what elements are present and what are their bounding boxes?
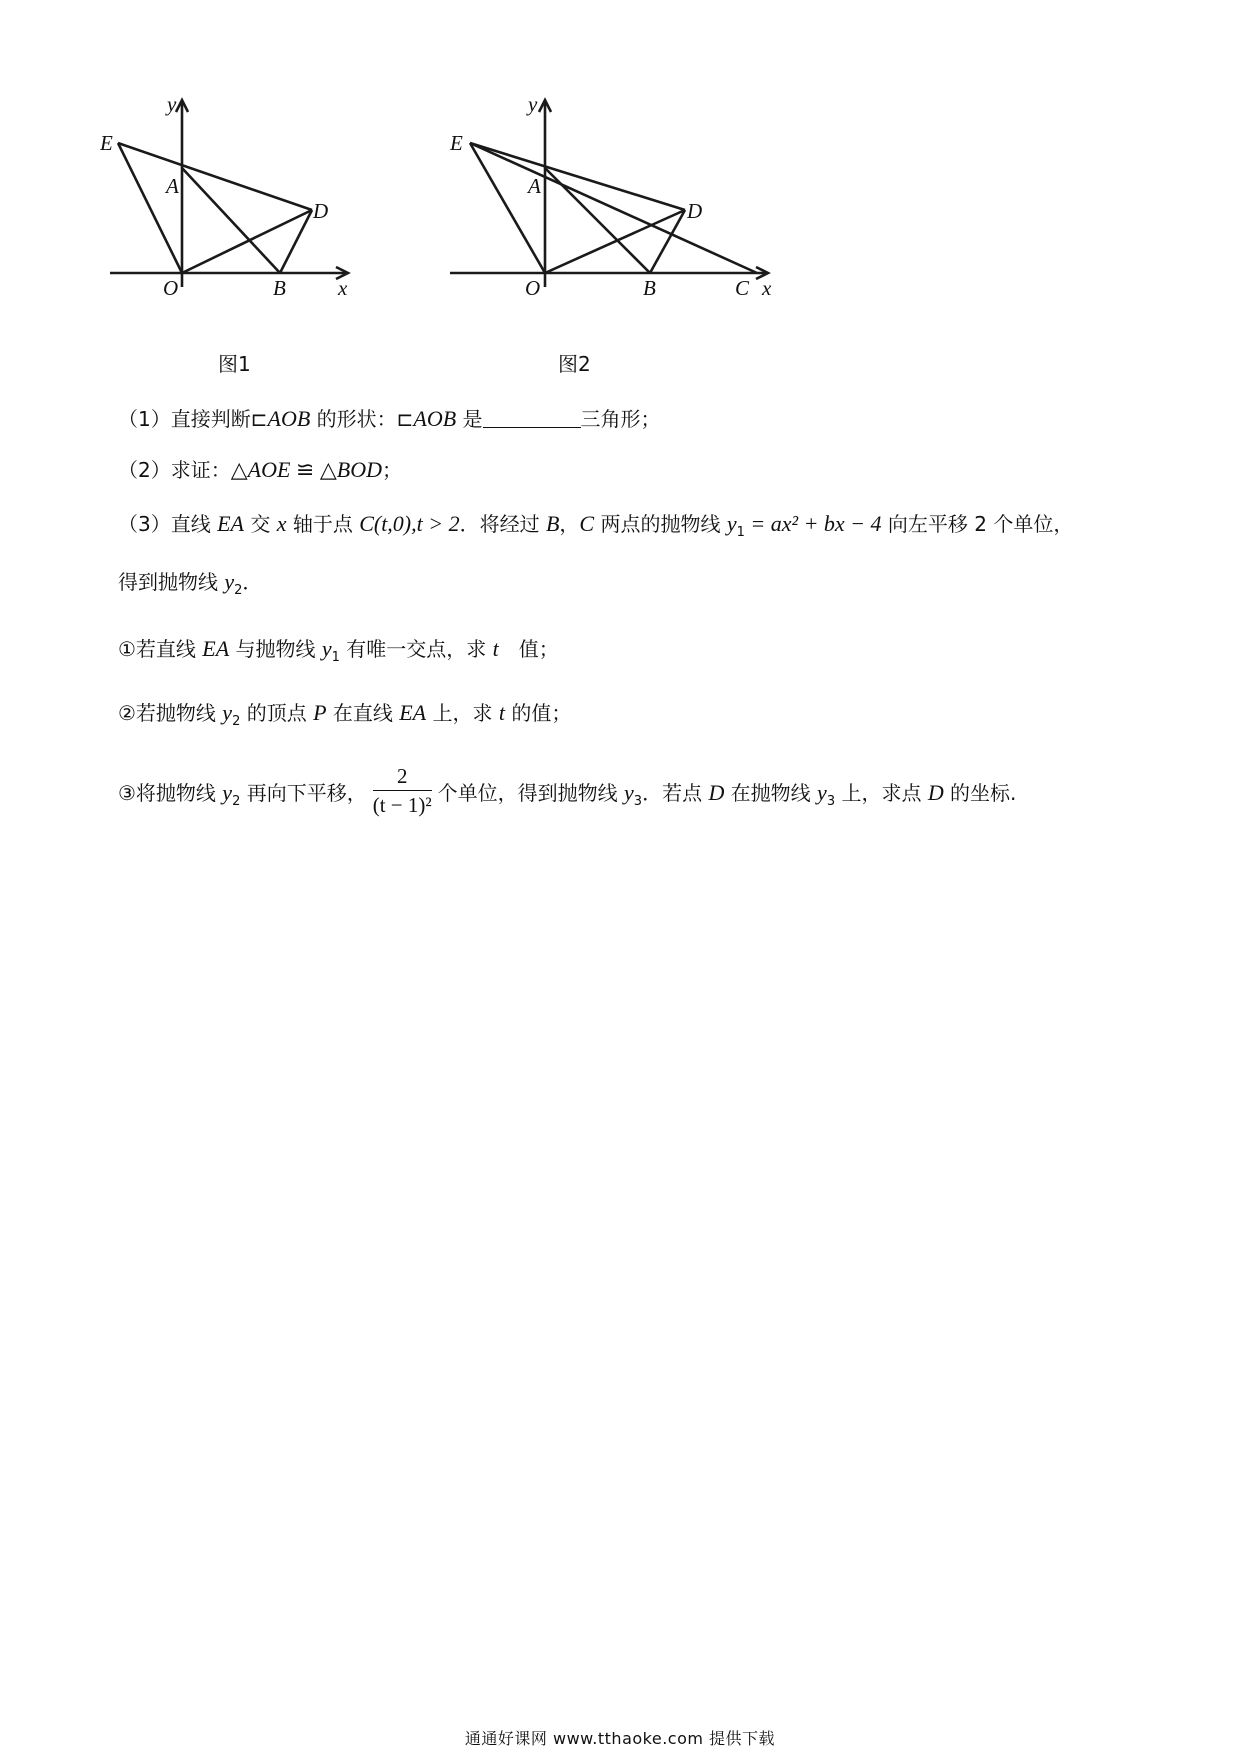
figure-2-caption: 图2 — [558, 352, 591, 376]
segment-BD — [650, 210, 685, 273]
sub-question-2: ②若抛物线 $y_2$ 的顶点 P 在直线 EA 上，求 t 的值； — [118, 700, 572, 729]
label-B: B — [643, 276, 656, 300]
segment-EC — [470, 143, 757, 273]
label-y: y — [167, 95, 177, 116]
question-3-line-2: 得到抛物线 $y_2$． — [118, 569, 263, 598]
question-3: （3）直线 EA 交 x 轴于点 C(t,0),t > 2．将经过 B，C 两点的抛物线 $y_1 = ax^2$ + bx − 4 向左平移 2 个单位， — [118, 511, 1074, 540]
label-E: E — [450, 131, 463, 155]
footer: 通通好课网 www.tthaoke.com 提供下载 — [464, 1729, 776, 1748]
label-x: x — [762, 276, 772, 300]
figure-1-caption: 图1 — [218, 352, 251, 376]
figure-2-diagram — [440, 95, 790, 335]
segment-OD — [545, 210, 685, 273]
label-x: x — [338, 276, 348, 300]
label-A: A — [528, 174, 541, 198]
segment-BD — [280, 210, 312, 273]
label-y: y — [528, 95, 538, 116]
figure-1-diagram — [100, 95, 400, 335]
sub-question-3: ③将抛物线 $y_2$ 再向下平移， $\frac{2}{\text{(t − 1)²}}$ 个单位，得到抛物线 $y_3$．若点 D 在抛物线 $y_3$ 上，求点 D 的坐标. — [118, 764, 1017, 817]
label-O: O — [163, 276, 179, 300]
question-2: （2）求证：△AOE ≌ △BOD； — [118, 457, 402, 482]
label-D: D — [687, 199, 703, 223]
label-C: C — [735, 276, 750, 300]
label-D: D — [313, 199, 329, 223]
segment-AB — [182, 168, 280, 273]
label-A: A — [166, 174, 179, 198]
answer-blank[interactable] — [483, 407, 581, 428]
segment-OD — [182, 210, 312, 273]
sub-question-1: ①若直线 EA 与抛物线 $y_1$ 有唯一交点，求 t 值； — [118, 636, 559, 665]
fraction: $\frac{2}{\text{(t − 1)²}}$ — [372, 764, 432, 817]
label-E: E — [100, 131, 113, 155]
figure-2 — [440, 95, 790, 335]
label-B: B — [273, 276, 286, 300]
question-1: （1）直接判断⊏AOB 的形状：⊏AOB 是 三角形； — [118, 406, 661, 431]
figure-1 — [100, 95, 400, 335]
label-O: O — [525, 276, 541, 300]
